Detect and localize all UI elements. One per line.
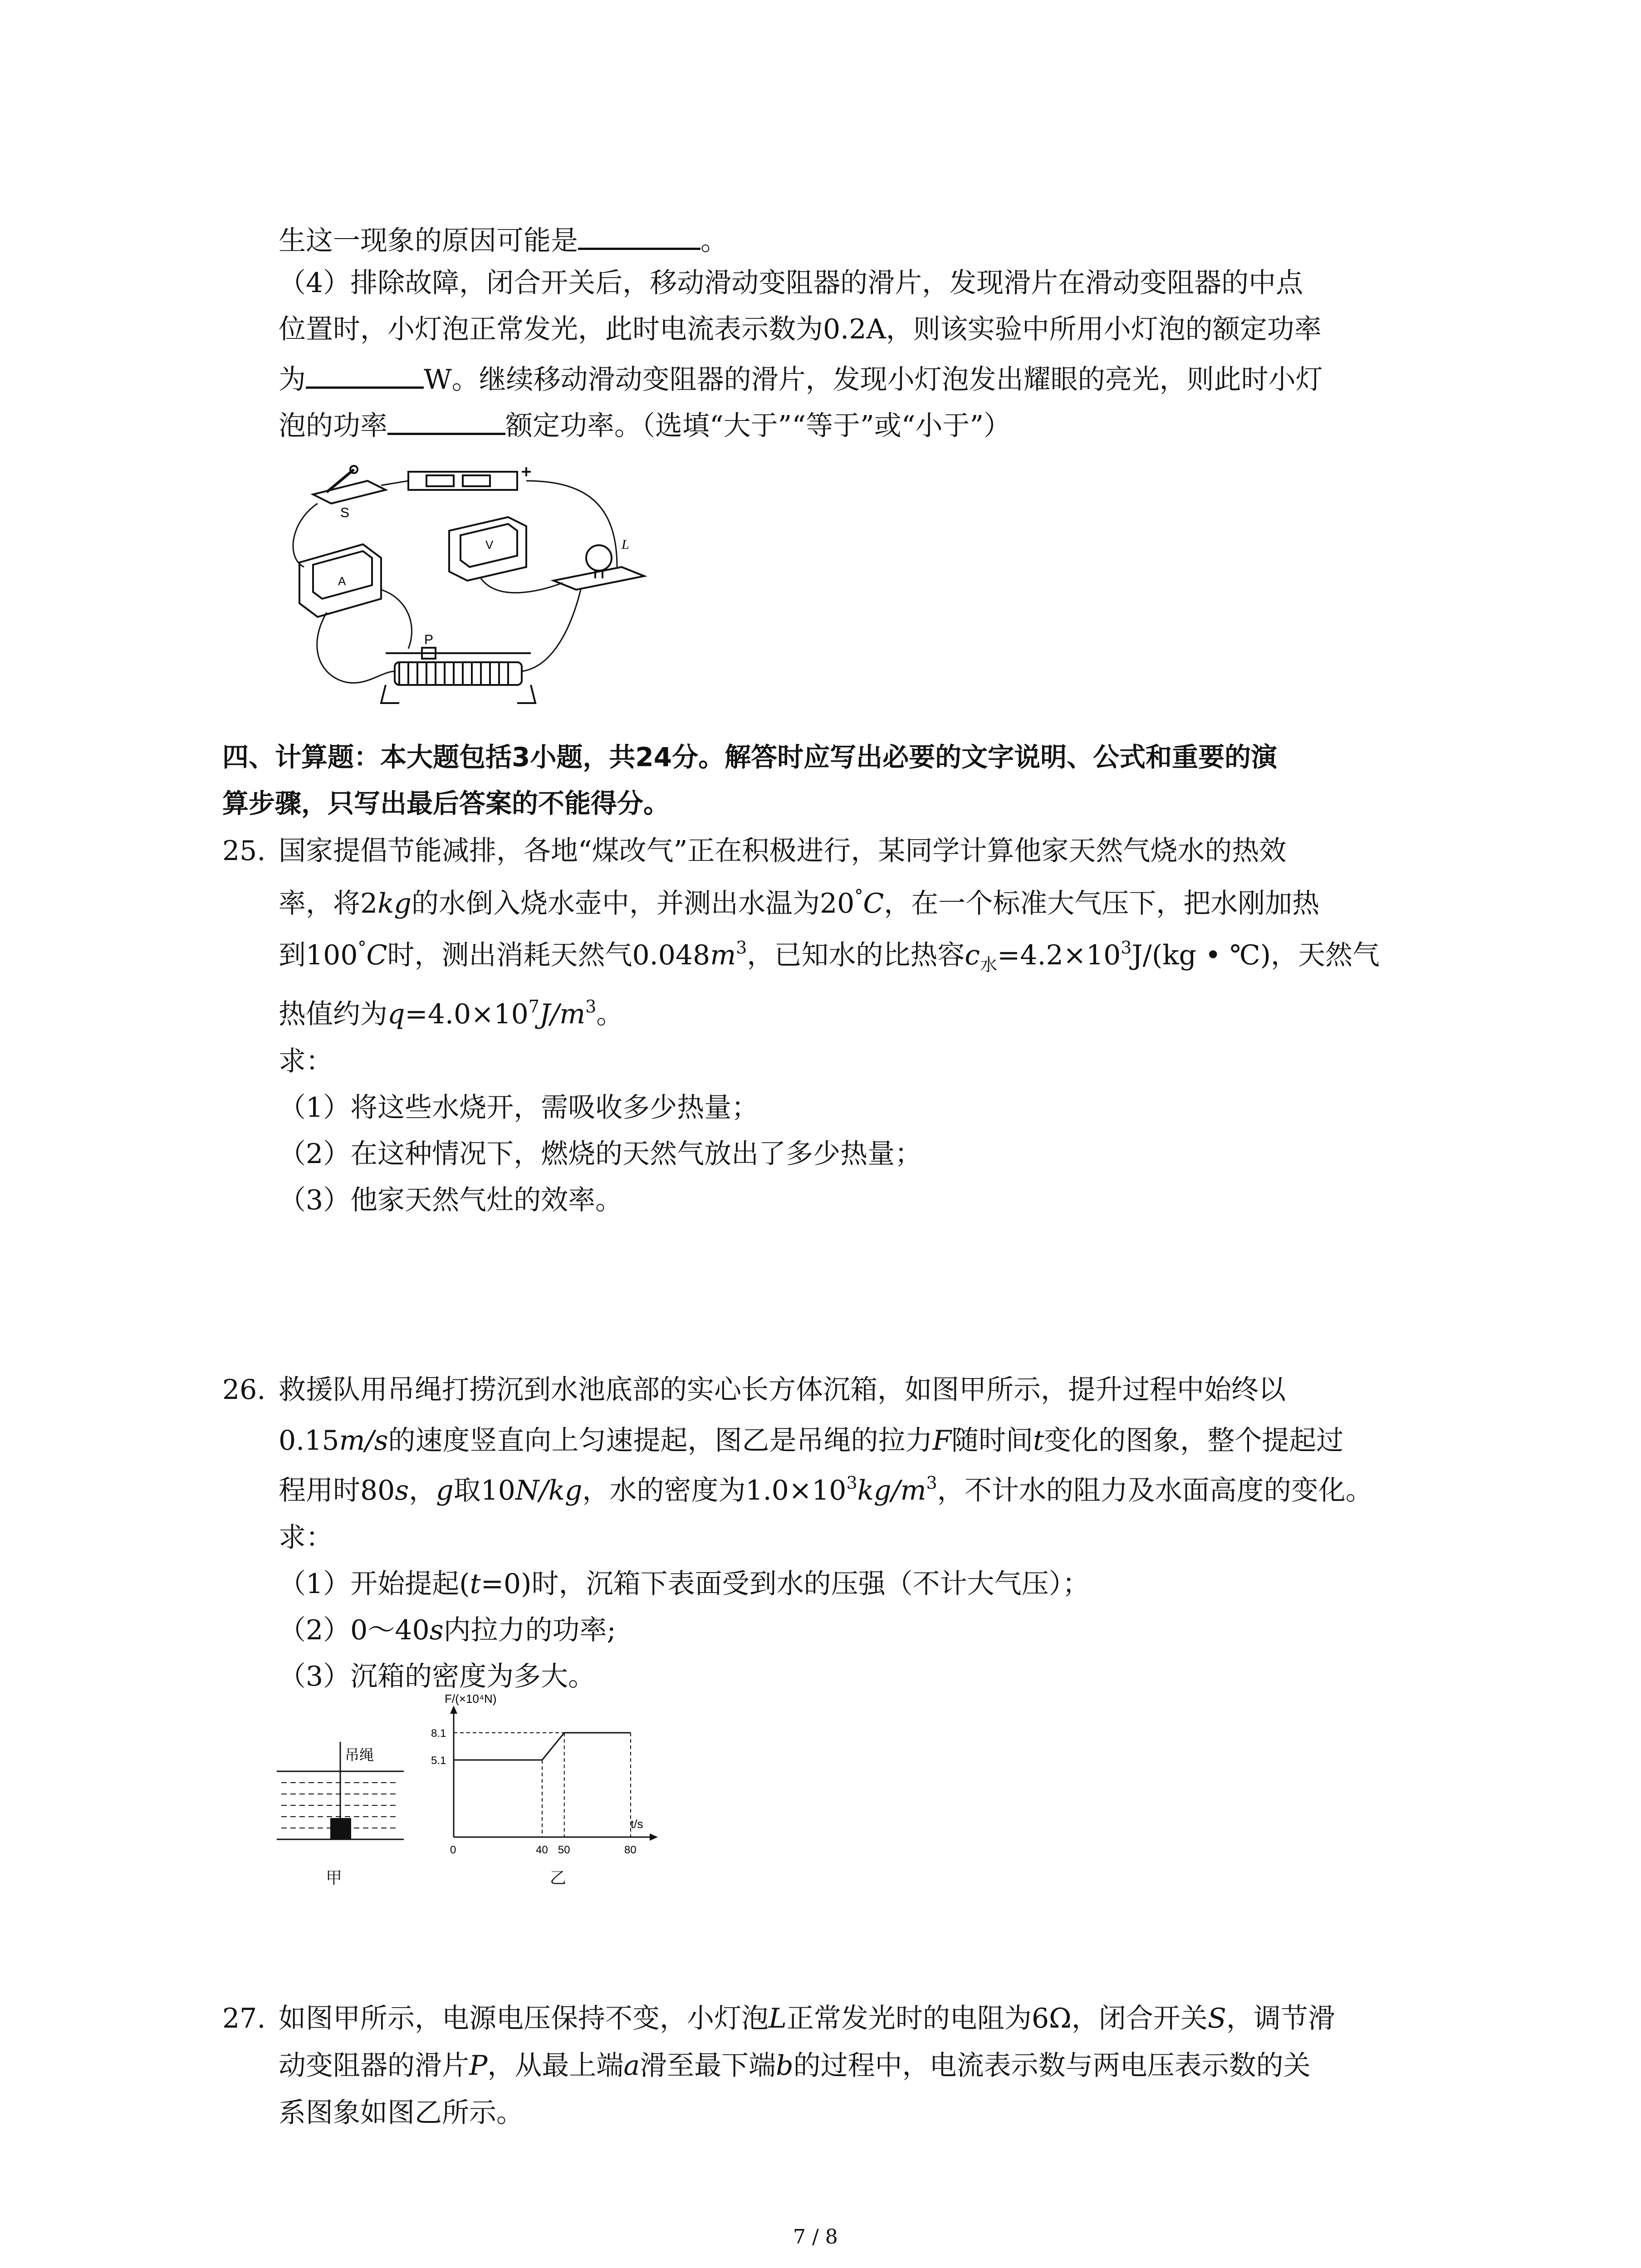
figure-jia-label: 甲 (326, 1868, 343, 1887)
x-tick-label: 0 (450, 1844, 456, 1856)
answer-blank[interactable] (578, 224, 700, 250)
page-number: 7 / 8 (793, 2225, 838, 2248)
label-a: A (338, 574, 346, 588)
q26-line1: 救援队用吊绳打捞沉到水池底部的实心长方体沉箱，如图甲所示，提升过程中始终以 (279, 1374, 1286, 1406)
q25-sub1: （1）将这些水烧开，需吸收多少热量； (279, 1092, 759, 1124)
q24-part4-line4: 泡的功率 额定功率。（选填“大于”“等于”或“小于”） (279, 410, 1011, 442)
x-axis-label: t/s (631, 1817, 643, 1831)
q25-sub2: （2）在这种情况下，燃烧的天然气放出了多少热量； (279, 1138, 922, 1170)
q25-line1: 国家提倡节能减排，各地“煤改气”正在积极进行，某同学计算他家天然气烧水的热效 (279, 835, 1287, 867)
lamp-bulb (586, 545, 612, 571)
circuit-apparatus-figure (272, 454, 662, 708)
q26-sub3: （3）沉箱的密度为多大。 (279, 1661, 596, 1692)
label-v: V (485, 538, 494, 552)
label-p: P (424, 632, 434, 647)
x-tick-label: 80 (624, 1844, 637, 1856)
q24-part4-line3: 为 W。继续移动滑动变阻器的滑片，发现小灯泡发出耀眼的亮光，则此时小灯 (279, 364, 1323, 396)
q27-number: 27. (222, 2003, 266, 2034)
figure-jia-tank (272, 1733, 408, 1851)
q27-line2: 动变阻器的滑片P，从最上端a滑至最下端b的过程中，电流表示数与两电压表示数的关 (279, 2050, 1311, 2082)
answer-blank[interactable] (306, 363, 424, 389)
q25-sub3: （3）他家天然气灶的效率。 (279, 1184, 623, 1216)
q25-number: 25. (222, 835, 266, 867)
label-s: S (340, 505, 350, 520)
answer-blank[interactable] (387, 409, 505, 435)
label-l: L (622, 537, 629, 552)
q26-number: 26. (222, 1374, 266, 1406)
rheostat (395, 662, 522, 685)
x-tick-label: 40 (536, 1844, 548, 1856)
q26-sub1: （1）开始提起(t=0)时，沉箱下表面受到水的压强（不计大气压）； (279, 1568, 1090, 1600)
series-line (454, 1733, 631, 1760)
q24-part4-line1: （4）排除故障，闭合开关后，移动滑动变阻器的滑片，发现滑片在滑动变阻器的中点 (279, 267, 1303, 299)
q25-line4: 热值约为$q=4.0\times 10^7J/m^3$。 (279, 997, 624, 1030)
q26-line3: 程用时80s，g取10N/kg，水的密度为$1.0\times 10^3kg/m^3$，不计水的阻力及水面高度的变化。 (279, 1473, 1373, 1506)
q27-line3: 系图象如图乙所示。 (279, 2097, 524, 2129)
y-tick-label: 5.1 (431, 1755, 446, 1767)
figure-yi-label: 乙 (550, 1868, 567, 1887)
q27-line1: 如图甲所示，电源电压保持不变，小灯泡L正常发光时的电阻为6Ω，闭合开关S，调节滑 (279, 2003, 1335, 2034)
section-heading-line2: 算步骤，只写出最后答案的不能得分。 (222, 788, 670, 819)
q26-sub2: （2）0～40s内拉力的功率; (279, 1614, 616, 1646)
q26-ask: 求： (279, 1522, 333, 1554)
section-heading-line1: 四、计算题：本大题包括3小题，共24分。解答时应写出必要的文字说明、公式和重要的演 (222, 742, 1278, 772)
q26-line2: 0.15m/s的速度竖直向上匀速提起，图乙是吊绳的拉力F随时间t变化的图象，整个提起过 (279, 1425, 1344, 1457)
x-tick-label: 50 (558, 1844, 570, 1856)
rope-label: 吊绳 (345, 1746, 374, 1764)
switch-base (313, 481, 386, 503)
q24-part4-line2: 位置时，小灯泡正常发光，此时电流表示数为0.2A，则该实验中所用小灯泡的额定功率 (279, 313, 1322, 345)
q25-ask: 求： (279, 1046, 333, 1077)
sunken-box (330, 1818, 351, 1839)
q25-line2: 率，将2kg的水倒入烧水壶中，并测出水温为20°C，在一个标准大气压下，把水刚加热 (279, 886, 1320, 919)
figure-yi-chart (417, 1692, 671, 1869)
q24-line-a: 生这一现象的原因可能是 。 (279, 225, 728, 257)
y-axis-label: F/(×10⁴N) (445, 1692, 497, 1706)
q25-line3: 到100°C时，测出消耗天然气$0.048m^3$，已知水的比热容$c_水=4.2\times 10^3J/(kg$ • ℃)，天然气 (279, 938, 1380, 975)
y-tick-label: 8.1 (431, 1727, 446, 1740)
